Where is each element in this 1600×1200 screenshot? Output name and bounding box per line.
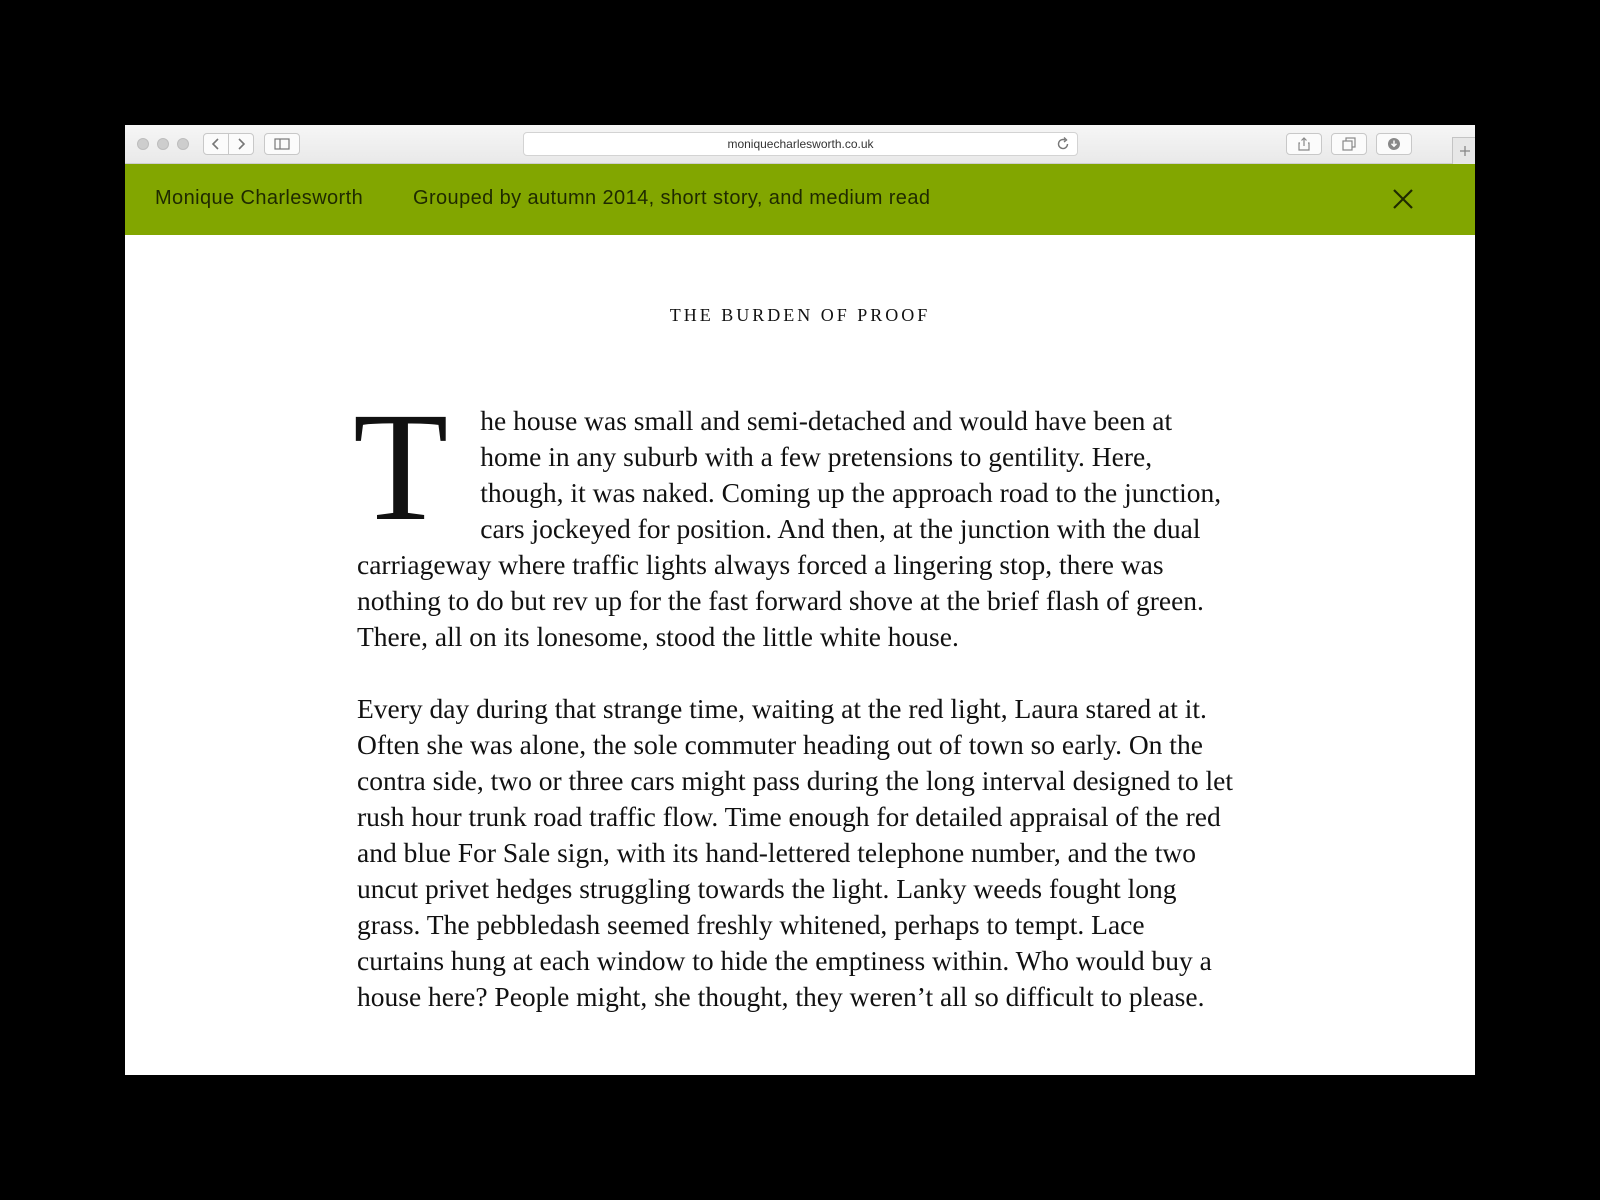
paragraph-text: he house was small and semi-detached and would have been at home in any suburb with a few pretensions to gentility. Here, though, it was naked. Coming up the approach road to the junction, cars jockeyed for position. And then, at the junction with the dual carriageway where traffic lights always forced a lingering stop, there was nothing to do but rev up for the fast forward shove at the brief flash of green. There, all on its lonesome, stood the little white house. [357,405,1222,652]
tabs-button[interactable] [1331,133,1367,155]
forward-icon [236,138,246,150]
url-text: moniquecharlesworth.co.uk [727,137,874,151]
sidebar-icon [274,138,290,150]
back-button[interactable] [203,133,229,155]
site-title-link[interactable]: Monique Charlesworth [155,187,364,209]
grouping-description: Grouped by autumn 2014, short story, and medium read [413,187,931,209]
browser-window [125,125,1475,1075]
downloads-button[interactable] [1376,133,1412,155]
story-paragraph: Every day during that strange time, waiting at the red light, Laura stared at it. Often she was alone, the sole commuter heading out of town so early. On the contra side, two or three cars might pass during the long interval designed to let rush hour trunk road traffic flow. Time enough for detailed appraisal of the red and blue For Sale sign, with its hand-lettered telephone number, and the two uncut privet hedges struggling towards the light. Lanky weeds fought long grass. The pebbledash seemed freshly whitened, perhaps to tempt. Lace curtains hung at each window to hide the emptiness within. Who would buy a house here? People might, she thought, they weren’t all so difficult to please. [357,693,1233,1012]
tabs-icon [1342,137,1356,151]
minimize-window-button[interactable] [157,138,169,150]
close-icon[interactable] [1389,185,1417,213]
story-body [353,380,1237,1051]
share-button[interactable] [1286,133,1322,155]
story-paragraph [353,380,1237,655]
browser-toolbar [125,125,1475,164]
new-tab-button[interactable] [1452,137,1475,164]
back-icon [211,138,221,150]
site-header [125,164,1475,235]
sidebar-button[interactable] [264,133,300,155]
share-icon [1297,137,1311,151]
close-window-button[interactable] [137,138,149,150]
address-bar[interactable] [523,132,1078,156]
zoom-window-button[interactable] [177,138,189,150]
forward-button[interactable] [228,133,254,155]
new-tab-icon [1459,145,1471,157]
reload-icon[interactable] [1055,136,1071,152]
story-title: THE BURDEN OF PROOF [669,305,931,325]
drop-cap: T [353,380,449,553]
downloads-icon [1387,137,1401,151]
